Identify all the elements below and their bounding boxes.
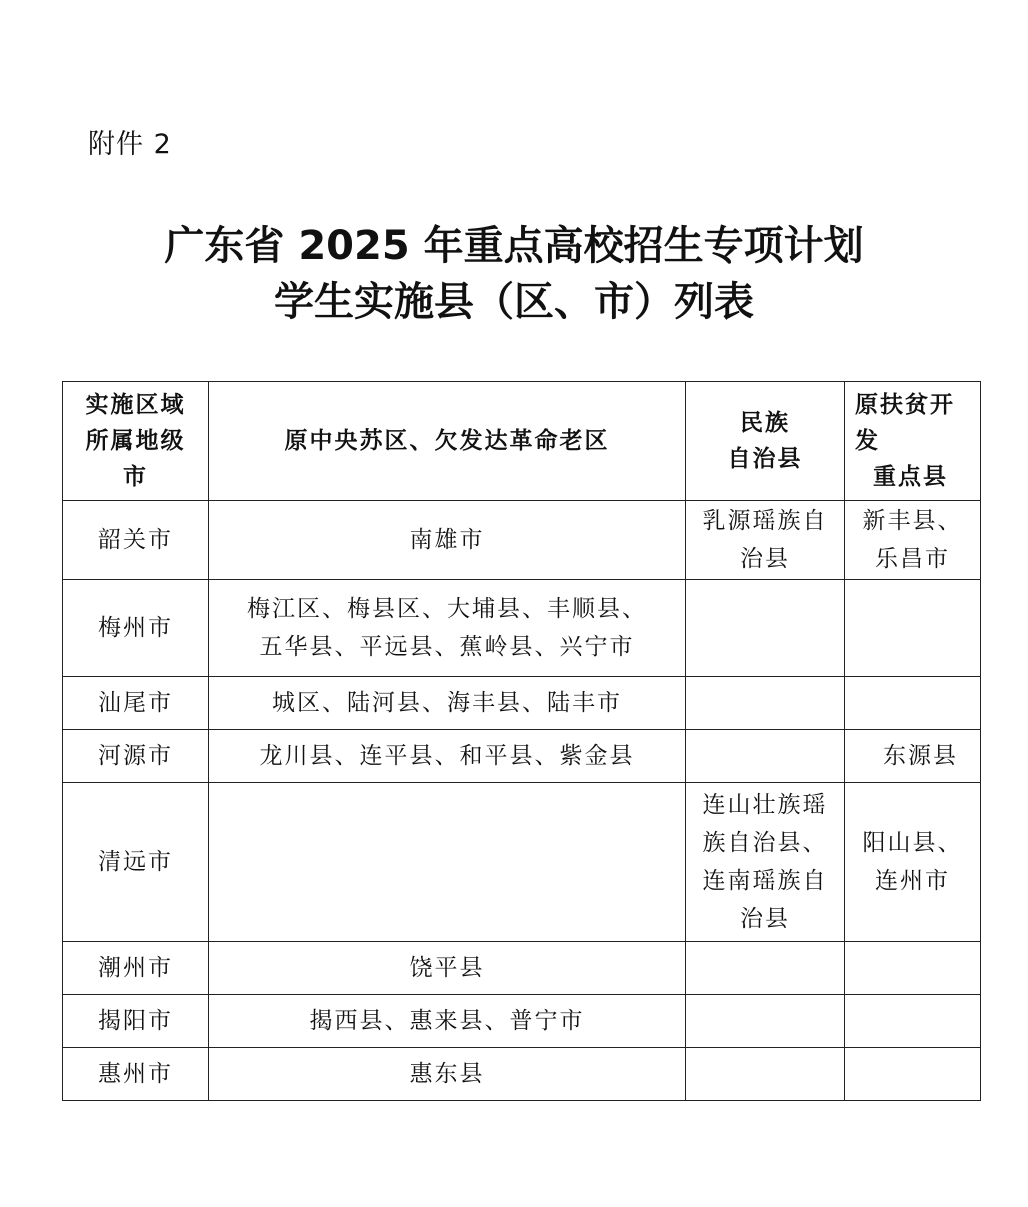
cell-soviet xyxy=(209,677,686,730)
header-ethnic xyxy=(686,382,845,501)
cell-poverty xyxy=(845,501,981,580)
cell-soviet xyxy=(209,942,686,995)
cell-ethnic-line: 族自治县、 xyxy=(702,830,828,856)
cell-soviet-line: 揭西县、惠来县、普宁市 xyxy=(309,1008,585,1034)
cell-city: 揭阳市 xyxy=(63,995,209,1048)
cell-soviet-line: 南雄市 xyxy=(409,527,485,553)
header-city-line: 所属地级 xyxy=(85,428,186,454)
cell-soviet xyxy=(209,783,686,942)
cell-ethnic xyxy=(686,942,845,995)
table-row xyxy=(63,677,981,730)
header-soviet xyxy=(209,382,686,501)
cell-ethnic xyxy=(686,501,845,580)
cell-ethnic-line: 乳源瑶族自 xyxy=(702,508,828,534)
header-poverty-line: 重点县 xyxy=(873,464,948,490)
header-city-line: 市 xyxy=(123,464,148,490)
header-poverty-line: 原扶贫开 xyxy=(855,392,955,418)
table-row xyxy=(63,942,981,995)
cell-ethnic-line: 连山壮族瑶 xyxy=(702,792,828,818)
cell-poverty-line: 乐昌市 xyxy=(875,546,950,572)
cell-city: 潮州市 xyxy=(63,942,209,995)
cell-ethnic xyxy=(686,783,845,942)
header-city xyxy=(63,382,209,501)
cell-poverty xyxy=(845,730,981,783)
header-poverty-line: 发 xyxy=(855,428,880,454)
cell-city: 汕尾市 xyxy=(63,677,209,730)
document-title xyxy=(0,218,1028,330)
cell-soviet xyxy=(209,580,686,677)
cell-poverty xyxy=(845,1048,981,1101)
cell-city: 惠州市 xyxy=(63,1048,209,1101)
cell-soviet xyxy=(209,1048,686,1101)
cell-ethnic xyxy=(686,995,845,1048)
cell-poverty xyxy=(845,580,981,677)
cell-ethnic-line: 治县 xyxy=(740,546,790,572)
cell-city: 清远市 xyxy=(63,783,209,942)
header-poverty xyxy=(845,382,981,501)
header-city-line: 实施区域 xyxy=(85,392,186,418)
cell-poverty xyxy=(845,783,981,942)
header-soviet-text: 原中央苏区、欠发达革命老区 xyxy=(284,428,610,454)
cell-poverty-line: 连州市 xyxy=(875,868,950,894)
header-ethnic-line: 自治县 xyxy=(727,446,803,472)
cell-soviet-line: 饶平县 xyxy=(409,955,485,981)
cell-soviet-line: 龙川县、连平县、和平县、紫金县 xyxy=(259,743,635,769)
cell-soviet-line: 惠东县 xyxy=(409,1061,485,1087)
title-line-1: 广东省 2025 年重点高校招生专项计划 xyxy=(164,223,864,269)
cell-soviet-line: 五华县、平远县、蕉岭县、兴宁市 xyxy=(259,634,635,660)
cell-city: 河源市 xyxy=(63,730,209,783)
table-header-row xyxy=(63,382,981,501)
table-row xyxy=(63,783,981,942)
cell-city: 韶关市 xyxy=(63,501,209,580)
table-row xyxy=(63,1048,981,1101)
cell-poverty xyxy=(845,942,981,995)
cell-ethnic-line: 连南瑶族自 xyxy=(702,868,828,894)
cell-soviet xyxy=(209,501,686,580)
title-line-2: 学生实施县（区、市）列表 xyxy=(274,279,754,325)
table-row xyxy=(63,501,981,580)
table-row xyxy=(63,580,981,677)
cell-poverty xyxy=(845,995,981,1048)
cell-ethnic xyxy=(686,1048,845,1101)
cell-poverty-line: 阳山县、 xyxy=(862,830,963,856)
cell-poverty xyxy=(845,677,981,730)
cell-ethnic xyxy=(686,730,845,783)
cell-soviet-line: 城区、陆河县、海丰县、陆丰市 xyxy=(272,690,622,716)
cell-ethnic xyxy=(686,677,845,730)
cell-ethnic-line: 治县 xyxy=(740,906,790,932)
cell-poverty-line: 东源县 xyxy=(883,743,958,769)
cell-soviet-line: 梅江区、梅县区、大埔县、丰顺县、 xyxy=(247,596,647,622)
county-list-table xyxy=(62,381,981,1101)
cell-city: 梅州市 xyxy=(63,580,209,677)
table-row xyxy=(63,730,981,783)
attachment-label: 附件 2 xyxy=(88,129,172,160)
table-row xyxy=(63,995,981,1048)
cell-soviet xyxy=(209,730,686,783)
cell-ethnic xyxy=(686,580,845,677)
header-ethnic-line: 民族 xyxy=(740,410,790,436)
cell-soviet xyxy=(209,995,686,1048)
cell-poverty-line: 新丰县、 xyxy=(862,508,963,534)
